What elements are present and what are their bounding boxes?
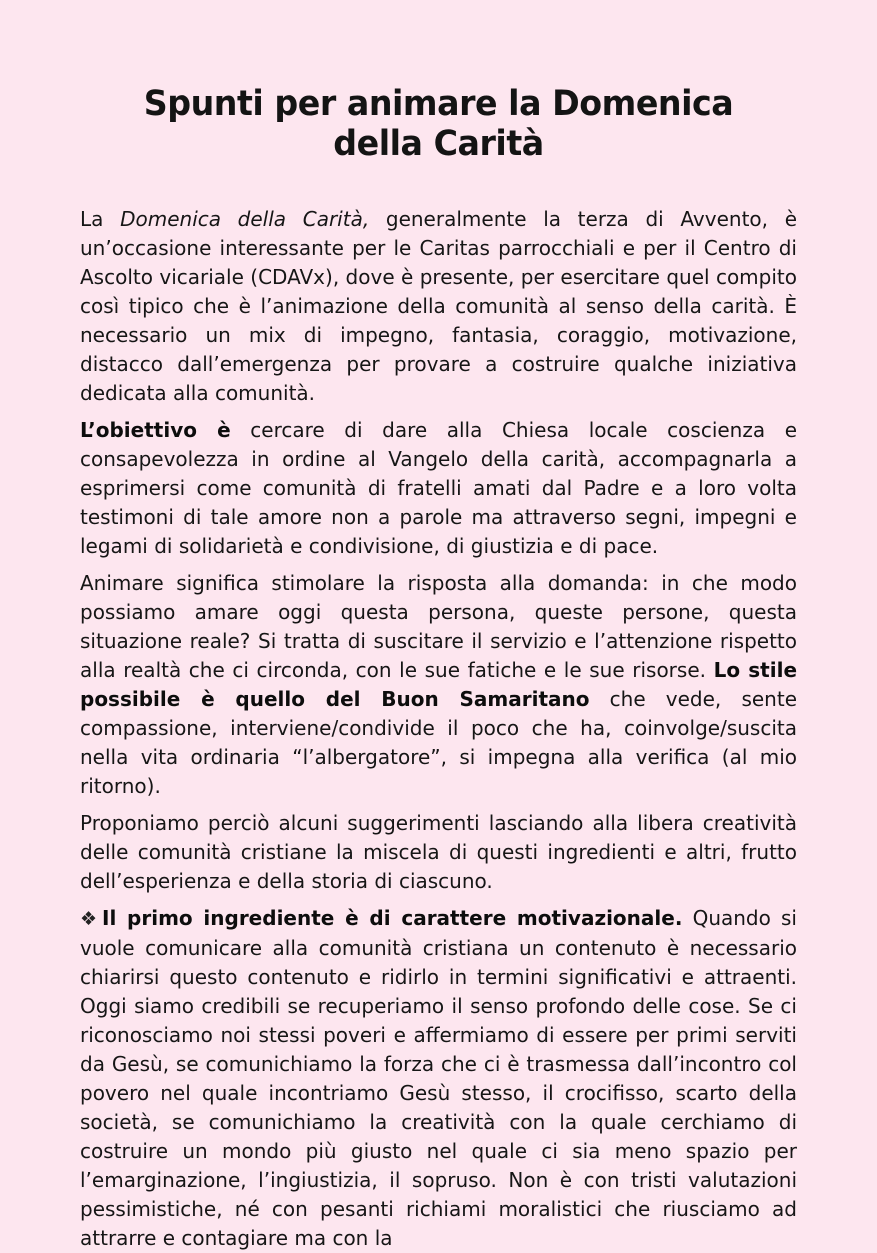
paragraph-proposal xyxy=(80,809,797,896)
intro-lead: La xyxy=(80,206,121,231)
paragraph-objective xyxy=(80,416,797,561)
animate-bold-phrase: Lo stile possibile è quello del Buon Samaritano xyxy=(80,657,798,711)
paragraph-animate xyxy=(80,569,797,801)
proposal-text: Proponiamo perciò alcuni suggerimenti lasciando alla libera creatività delle comunità cristiane la miscela di questi ingredienti e altri, frutto dell’esperienza e della storia di ciascuno. xyxy=(80,810,797,893)
objective-heading: L’obiettivo è xyxy=(80,417,231,442)
page-title: Spunti per animare la Domenica della Carità xyxy=(143,84,734,165)
paragraph-first-ingredient xyxy=(80,904,797,1253)
objective-text: cercare di dare alla Chiesa locale coscienza e consapevolezza in ordine al Vangelo della carità, accompagnarla a esprimersi come comunità di fratelli amati dal Padre e a loro volta testimoni di tale amore non a parole ma attraverso segni, impegni e legami di solidarietà e condivisione, di giustizia e di pace. xyxy=(80,417,797,558)
first-ingredient-text: Quando si vuole comunicare alla comunità cristiana un contenuto è necessario chiarirsi questo contenuto e ridirlo in termini significativi e attraenti. Oggi siamo credibili se recuperiamo il senso profondo delle cose. Se ci riconosciamo noi stessi poveri e affermiamo di essere per primi serviti da Gesù, se comunichiamo la forza che ci è trasmessa dall’incontro col povero nel quale incontriamo Gesù stesso, il crocifisso, scarto della società, se comunichiamo la creatività con la quale cerchiamo di costruire un mondo più giusto nel quale ci sia meno spazio per l’emarginazione, l’ingiustizia, il sopruso. Non è con tristi valutazioni pessimistiche, né con pesanti richiami moralistici che riusciamo ad attrarre e contagiare ma con la xyxy=(80,905,797,1250)
intro-rest: generalmente la terza di Avvento, è un’occasione interessante per le Caritas parrocchiali e per il Centro di Ascolto vicariale (CDAVx), dove è presente, per esercitare quel compito così tipico che è l’animazione della comunità al senso della carità. È necessario un mix di impegno, fantasia, coraggio, motivazione, distacco dall’emergenza per provare a costruire qualche iniziativa dedicata alla comunità. xyxy=(80,206,798,405)
first-ingredient-heading: Il primo ingrediente è di carattere motivazionale. xyxy=(102,905,683,930)
intro-italic-phrase: Domenica della Carità, xyxy=(120,206,370,231)
animate-text-after: che vede, sente compassione, interviene/condivide il poco che ha, coinvolge/suscita nella vita ordinaria “l’albergatore”, si impegna alla verifica (al mio ritorno). xyxy=(80,686,797,798)
paragraph-intro xyxy=(80,205,797,408)
animate-text-before: Animare significa stimolare la risposta alla domanda: in che modo possiamo amare oggi questa persona, queste persone, questa situazione reale? Si tratta di suscitare il servizio e l’attenzione rispetto alla realtà che ci circonda, con le sue fatiche e le sue risorse. xyxy=(80,570,797,682)
diamond-bullet-icon: ❖ xyxy=(80,907,98,930)
